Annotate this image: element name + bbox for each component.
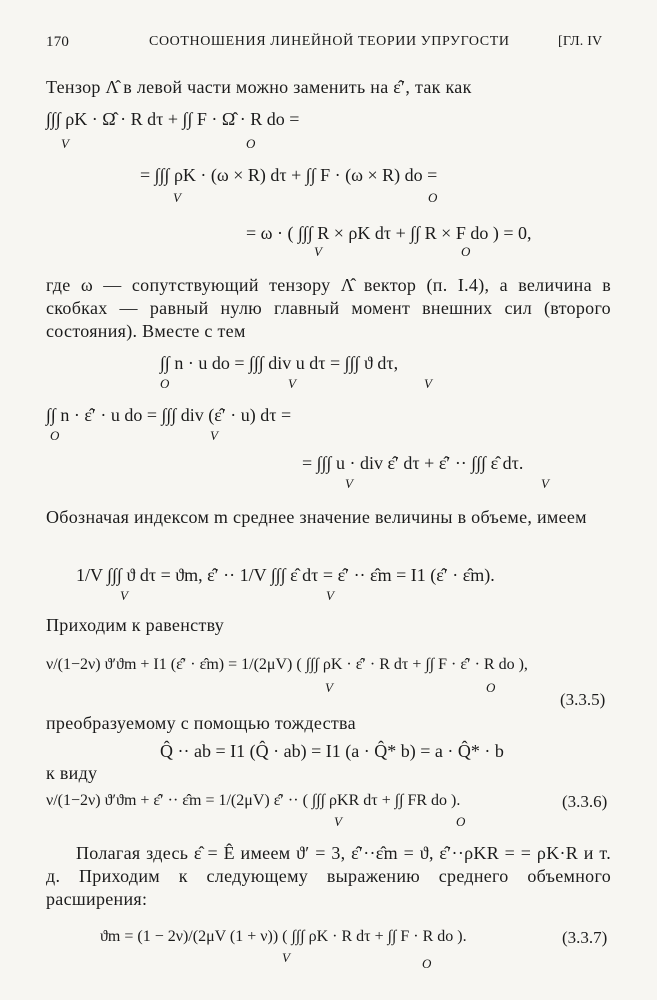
limit-v: V (325, 680, 333, 695)
limit-o: O (486, 680, 496, 695)
running-title: СООТНОШЕНИЯ ЛИНЕЙНОЙ ТЕОРИИ УПРУГОСТИ (149, 34, 510, 49)
paragraph-identity: преобразуемому с помощью тождества (46, 713, 356, 733)
limit-o: O (160, 376, 170, 391)
equation-number-3-3-6: (3.3.6) (562, 792, 608, 811)
equation-1b: = ∫∫∫ ρK · (ω × R) dτ + ∫∫ F · (ω × R) do = (140, 165, 438, 185)
paragraph-setting: Полагая здесь ε̂ = Ê имеем ϑ′ = 3, ε̂′··ε̂m = ϑ, ε̂′··ρKR = = ρK·R и т. д. Приходим к следующему выражению среднего объемного расширения: (46, 843, 611, 909)
paragraph-explanation: где ω — сопутствующий тензору Λ̂ вектор (п. I.4), а величина в скобках — равный нулю главный момент внешних сил (второго состояния). Вместе с тем (46, 275, 611, 341)
limit-v: V (326, 588, 334, 603)
limit-v: V (120, 588, 128, 603)
limit-o: O (456, 814, 466, 829)
limit-o: O (428, 190, 438, 205)
paragraph-average: Обозначая индексом m среднее значение величины в объеме, имеем (46, 507, 587, 527)
equation-8: ϑm = (1 − 2ν)/(2μV (1 + ν)) ( ∫∫∫ ρK · R dτ + ∫∫ F · R do ). (100, 928, 467, 945)
paragraph-form: к виду (46, 763, 98, 783)
limit-o: O (246, 136, 256, 151)
equation-4: 1/V ∫∫∫ ϑ dτ = ϑm, ε̂′ ·· 1/V ∫∫∫ ε̂ dτ = ε̂′ ·· ε̂m = I1 (ε̂′ · ε̂m). (76, 565, 495, 585)
limit-v: V (61, 136, 69, 151)
equation-3b: = ∫∫∫ u · div ε̂′ dτ + ε̂′ ·· ∫∫∫ ε̂ dτ. (302, 453, 524, 473)
equation-5: ν/(1−2ν) ϑ′ϑm + I1 (ε̂′ · ε̂m) = 1/(2μV) ( ∫∫∫ ρK · ε̂′ · R dτ + ∫∫ F · ε̂′ · R do ), (46, 656, 528, 673)
limit-v: V (424, 376, 432, 391)
equation-6: Q̂ ·· ab = I1 (Q̂ · ab) = I1 (a · Q̂* b) = a · Q̂* · b (160, 741, 504, 761)
limit-o: O (50, 428, 60, 443)
limit-v: V (541, 476, 549, 491)
page-number: 170 (46, 34, 70, 50)
limit-v: V (314, 244, 322, 259)
limit-o: O (422, 956, 432, 971)
limit-o: O (461, 244, 471, 259)
equation-number-3-3-5: (3.3.5) (560, 690, 606, 709)
equation-number-3-3-7: (3.3.7) (562, 928, 608, 947)
limit-v: V (345, 476, 353, 491)
chapter-label: [ГЛ. IV (558, 34, 603, 49)
limit-v: V (210, 428, 218, 443)
limit-v: V (173, 190, 181, 205)
equation-3a: ∫∫ n · ε̂′ · u do = ∫∫∫ div (ε̂′ · u) dτ = (46, 405, 292, 425)
paragraph-equality: Приходим к равенству (46, 615, 225, 635)
equation-2: ∫∫ n · u do = ∫∫∫ div u dτ = ∫∫∫ ϑ dτ, (160, 353, 399, 373)
equation-7: ν/(1−2ν) ϑ′ϑm + ε̂′ ·· ε̂m = 1/(2μV) ε̂′ ·· ( ∫∫∫ ρKR dτ + ∫∫ FR do ). (46, 792, 461, 809)
limit-v: V (334, 814, 342, 829)
paragraph-intro: Тензор Λ̂ в левой части можно заменить на ε̂′, так как (46, 77, 472, 97)
limit-v: V (288, 376, 296, 391)
equation-1c: = ω · ( ∫∫∫ R × ρK dτ + ∫∫ R × F do ) = 0, (246, 223, 532, 243)
equation-1a: ∫∫∫ ρK · Ω̂ · R dτ + ∫∫ F · Ω̂ · R do = (46, 109, 300, 129)
limit-v: V (282, 950, 290, 965)
